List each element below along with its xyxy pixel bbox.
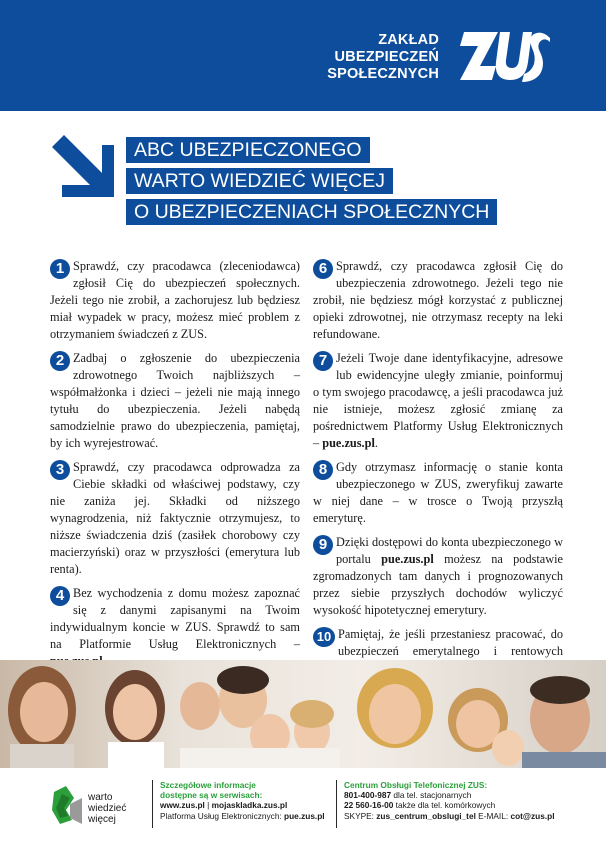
footer-brand [88, 792, 126, 825]
item-text: Pamiętaj, że jeśli przestaniesz pracować, do ubezpieczeń emerytalnego i rentowych [338, 627, 563, 658]
org-name-line2: UBEZPIECZEŃ [334, 49, 439, 65]
org-name [289, 32, 439, 83]
item-text: Sprawdź, czy pracodawca zgłosił Cię do ubezpieczenia zdrowotnego. Jeżeli tego nie zrobił, nie będziesz mógł korzystać z publicznej opieki zdrowotnej, nie otrzymasz recepty na leki refundowane. [313, 259, 563, 341]
org-name-line3: SPOŁECZNYCH [327, 66, 439, 82]
item-text-end: . [374, 436, 378, 450]
email-label: E-MAIL: [475, 810, 511, 821]
photo-woman-1 [8, 666, 76, 768]
pue-link[interactable]: pue.zus.pl [381, 552, 434, 566]
photo-woman-2 [105, 670, 165, 768]
pue-footer-link[interactable]: pue.zus.pl [284, 810, 325, 821]
people-photo-strip [0, 660, 606, 768]
pue-label: Platforma Usług Elektronicznych: [160, 810, 285, 821]
list-item [313, 350, 563, 452]
contact-phone2[interactable]: 22 560-16-00 [344, 800, 394, 811]
info-heading-line2: dostępne są w serwisach: [160, 790, 263, 801]
footer-info-block [160, 780, 325, 821]
item-text: Dzięki dostępowi do konta ubezpieczonego w portalu [336, 535, 563, 566]
list-item [313, 258, 563, 343]
item-text: Sprawdź, czy pracodawca (zleceniodawca) zgłosił Cię do ubezpieczeń społecznych. Jeżeli tego nie zrobił, a zachorujesz lub będziesz miał wypadek w pracy, możesz mieć problem z otrzymaniem świadczeń z ZUS. [50, 259, 300, 341]
skype-label: SKYPE: [344, 810, 377, 821]
item-text: Gdy otrzymasz informację o stanie konta ubezpieczonego w ZUS, zweryfikuj zawarte w niej dane – w trosce o Twoją przyszłą emeryturę. [313, 460, 563, 525]
contact-phone2-note: także dla tel. komórkowych [393, 800, 496, 811]
item-text: Jeżeli Twoje dane identyfikacyjne, adresowe lub ewidencyjne uległy zmianie, poinformuj o tym swojego pracodawcę, a jeśli pracodawca już nie istnieje, możesz zgłosić zmianę za pośrednictwem Platformy Usług Elektronicznych – [313, 351, 563, 450]
info-sites [160, 800, 325, 810]
zus-logo [458, 26, 552, 86]
number-badge: 1 [50, 259, 70, 279]
skype-value[interactable]: zus_centrum_obslugi_tel [376, 810, 476, 821]
item-text: Sprawdź, czy pracodawca odprowadza za Ciebie składki od właściwej podstawy, czy nie zaniża jej. Składki od niższego wynagrodzenia, niż faktycznie otrzymujesz, to niższe świadczenia dziś (zasiłek chorobowy czy macierzyński) oraz w przyszłości (emerytura lub renta). [50, 460, 300, 576]
list-item [50, 350, 300, 452]
arrow-down-right-icon [52, 135, 120, 203]
number-badge: 2 [50, 351, 70, 371]
contact-heading: Centrum Obsługi Telefonicznej ZUS: [344, 780, 488, 790]
right-column [313, 258, 563, 701]
contact-phone2-row [344, 800, 555, 810]
number-badge: 9 [313, 535, 333, 555]
contact-phone1-note: dla tel. stacjonarnych [391, 790, 472, 801]
footer-divider-1 [152, 780, 153, 828]
pue-link[interactable]: pue.zus.pl [322, 436, 375, 450]
number-badge: 4 [50, 586, 70, 606]
title-line2: WARTO WIEDZIEĆ WIĘCEJ [126, 168, 393, 194]
site-link-zus[interactable]: www.zus.pl [160, 800, 205, 811]
footer-contact-block [344, 780, 555, 821]
number-badge: 7 [313, 351, 333, 371]
footer-divider-2 [336, 780, 337, 828]
brand-line3: więcej [88, 814, 116, 825]
site-link-mojaskladka[interactable]: mojaskladka.zus.pl [211, 800, 288, 811]
list-item [313, 459, 563, 527]
info-pue [160, 811, 325, 821]
title-line1: ABC UBEZPIECZONEGO [126, 137, 370, 163]
item-text-end: możesz na podstawie zgromadzonych tam danych i prognozowanych przez siebie przyszłych dochodów wyliczyć wysokość hipotetycznej emerytury. [313, 552, 564, 617]
contact-phone1[interactable]: 801-400-987 [344, 790, 392, 801]
info-heading-line1: Szczegółowe informacje [160, 780, 256, 790]
header-banner [0, 0, 606, 111]
list-item [313, 534, 563, 619]
number-badge: 8 [313, 460, 333, 480]
org-name-line1: ZAKŁAD [378, 32, 439, 48]
list-item [50, 258, 300, 343]
number-badge: 3 [50, 460, 70, 480]
list-item [50, 585, 300, 670]
title-line3: O UBEZPIECZENIACH SPOŁECZNYCH [126, 199, 497, 225]
item-text: Bez wychodzenia z domu możesz zapoznać się z danymi zapisanymi na Twoim indywidualnym koncie w ZUS. Sprawdź to sam na Platformie Usług Elektronicznych – [50, 586, 300, 651]
title-block [126, 137, 497, 230]
email-value[interactable]: cot@zus.pl [510, 810, 555, 821]
brand-line1: warto [88, 792, 113, 803]
list-item [50, 459, 300, 578]
item-text: Zadbaj o zgłoszenie do ubezpieczenia zdrowotnego Twoich najbliższych – współmałżonka i dzieci – jeżeli nie mają innego tytułu do ubezpieczenia. Jeżeli nabędą samodzielnie prawo do ubezpieczenia, pamiętaj, by ich wyrejestrować. [50, 351, 300, 450]
number-badge: 6 [313, 259, 333, 279]
left-column [50, 258, 300, 718]
brand-line2: wiedzieć [88, 803, 127, 814]
contact-online-row [344, 811, 555, 821]
number-badge: 10 [313, 627, 335, 647]
site-separator: | [204, 800, 212, 811]
contact-phone1-row [344, 790, 555, 800]
